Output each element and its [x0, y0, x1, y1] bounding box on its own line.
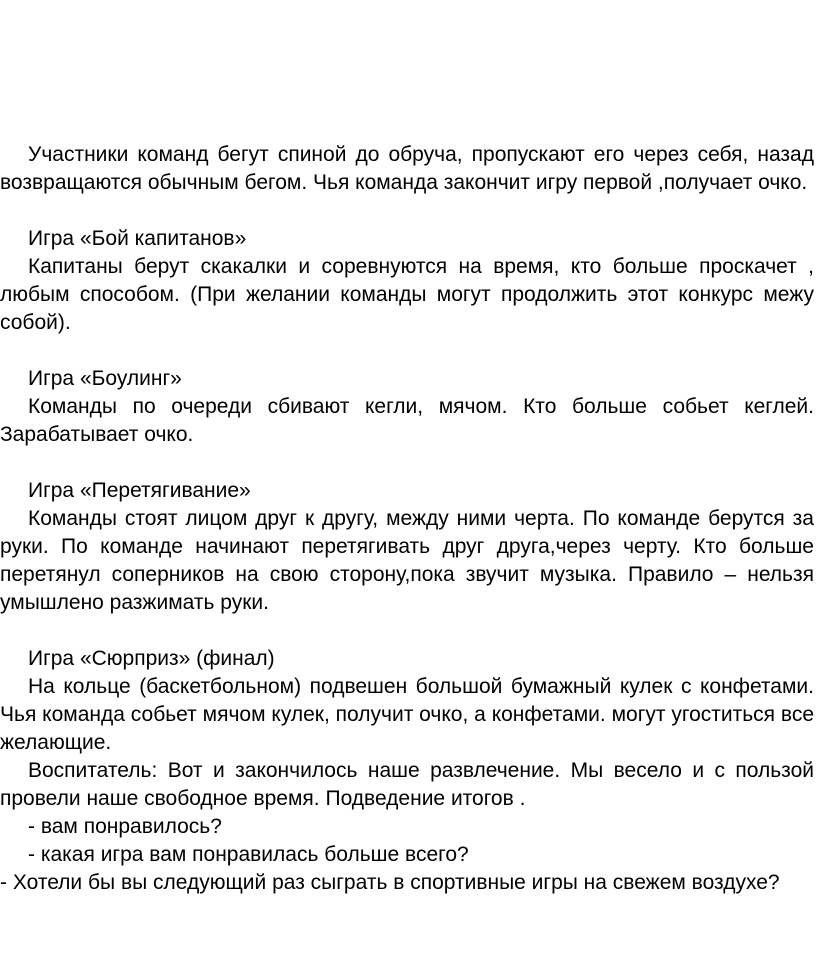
question-item: - вам понравилось? — [28, 815, 222, 838]
spacer — [0, 197, 814, 225]
game-text-bowling: Команды по очереди сбивают кегли, мячом. Кто больше собьет кеглей. Зарабатывает очко. — [0, 395, 814, 446]
question-item: - Хотели бы вы следующий раз сыграть в спортивные игры на свежем воздухе? — [0, 871, 780, 894]
spacer — [0, 337, 814, 365]
game-title-surprise: Игра «Сюрприз» (финал) — [28, 647, 275, 670]
game-text-captains: Капитаны берут скакалки и соревнуются на время, кто больше проскачет , любым способом. (При желании команды могут продолжить этот конкурс межу собой). — [0, 255, 814, 334]
question-item: - какая игра вам понравилась больше всего? — [28, 843, 469, 866]
closing-paragraph: Воспитатель: Вот и закончилось наше развлечение. Мы весело и с пользой провели наше свободное время. Подведение итогов . — [0, 759, 814, 810]
game-title-bowling: Игра «Боулинг» — [28, 367, 182, 390]
game-text-tug-of-war: Команды стоят лицом друг к другу, между ними черта. По команде берутся за руки. По команде начинают перетягивать друг друга,через черту. Кто больше перетянул соперников на свою сторону,пока звучит музыка. Правило – нельзя умышлено разжимать руки. — [0, 507, 814, 614]
spacer — [0, 449, 814, 477]
spacer — [0, 617, 814, 645]
game-text-surprise: На кольце (баскетбольном) подвешен большой бумажный кулек с конфетами. Чья команда собьет мячом кулек, получит очко, а конфетами. могут угоститься все желающие. — [0, 675, 814, 754]
game-title-tug-of-war: Игра «Перетягивание» — [28, 479, 251, 502]
game-title-captains: Игра «Бой капитанов» — [28, 227, 247, 250]
document-page — [0, 141, 814, 897]
intro-paragraph: Участники команд бегут спиной до обруча, пропускают его через себя, назад возвращаются обычным бегом. Чья команда закончит игру первой ,получает очко. — [0, 143, 814, 194]
